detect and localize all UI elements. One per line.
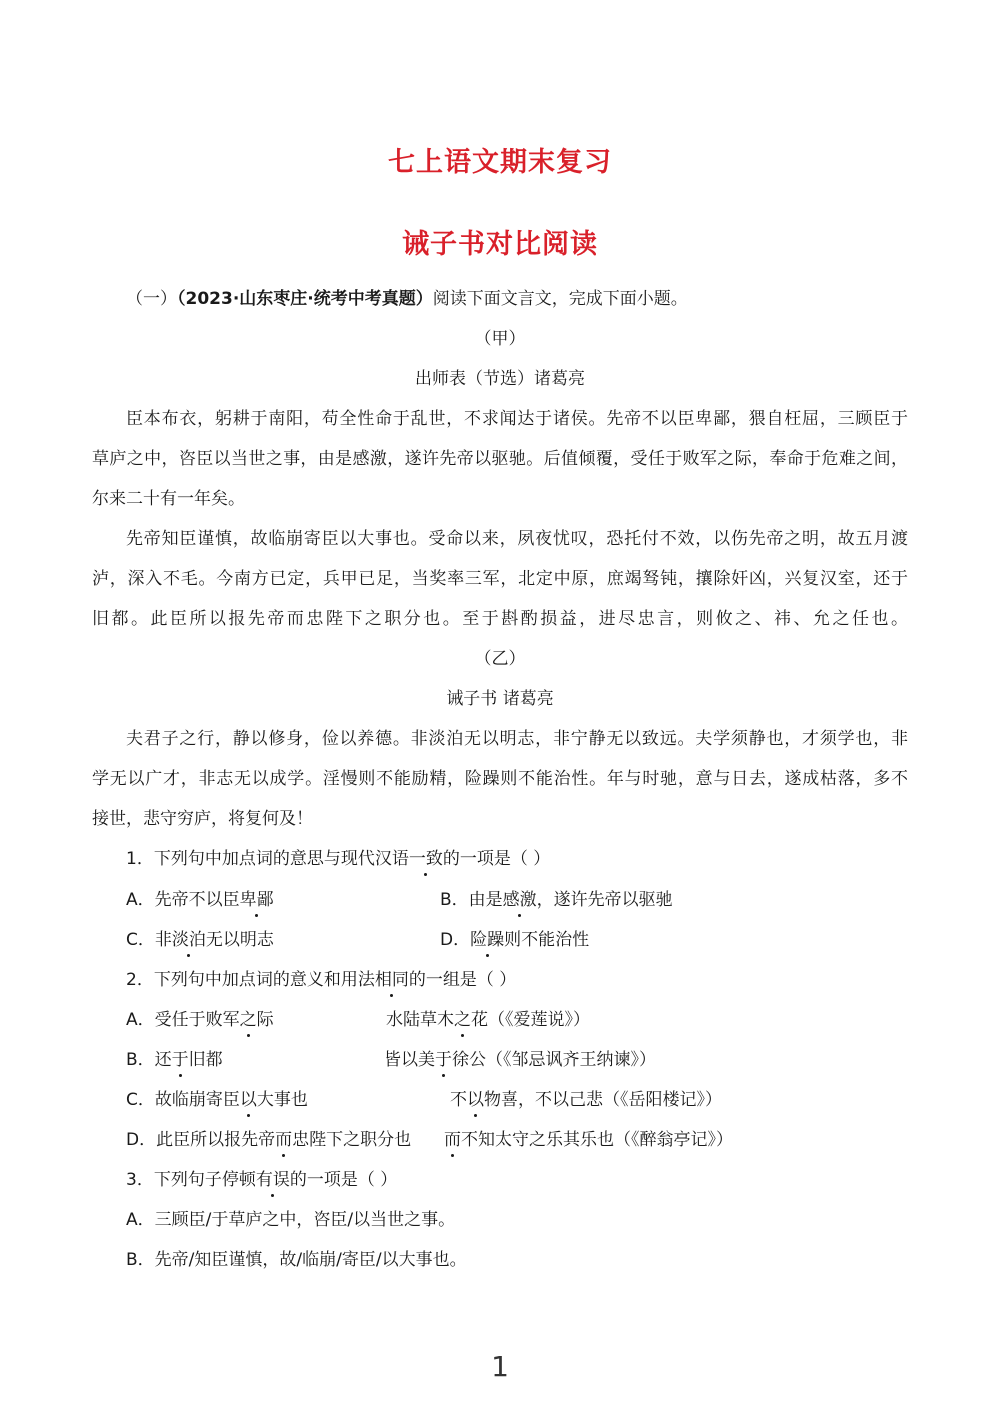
q3-option-b: B．先帝/知臣谨慎，故/临崩/寄臣/以大事也。 bbox=[126, 1250, 467, 1270]
emphasis-dot-word: 险躁 bbox=[470, 930, 505, 950]
yi-p1-line1: 夫君子之行，静以修身，俭以养德。非淡泊无以明志，非宁静无以致远。夫学须静也，才须学也，非 bbox=[126, 729, 908, 749]
jia-label: （甲） bbox=[474, 329, 526, 349]
q3-option-a: A．三顾臣/于草庐之中，咨臣/以当世之事。 bbox=[126, 1210, 456, 1230]
emphasis-dot-word: 而 bbox=[444, 1130, 461, 1150]
section-number: （一） bbox=[126, 289, 177, 309]
q2-option-a: A．受任于败军之际 bbox=[126, 1010, 274, 1030]
emphasis-dot-word: 而 bbox=[275, 1130, 293, 1150]
jia-title: 出师表（节选）诸葛亮 bbox=[415, 369, 585, 389]
q2-option-c: C．故临崩寄臣以大事也 bbox=[126, 1090, 308, 1110]
emphasis-dot-word: 于 bbox=[435, 1050, 452, 1070]
yi-title: 诫子书 诸葛亮 bbox=[446, 689, 554, 709]
emphasis-dot-word: 淡泊 bbox=[171, 930, 206, 950]
q2-option-b-compare: 皆以美于徐公（《邹忌讽齐王纳谏》） bbox=[384, 1050, 656, 1070]
q3-stem: 3．下列句子停顿有误的一项是（ ） bbox=[126, 1170, 398, 1190]
jia-p2-line2: 泸，深入不毛。今南方已定，兵甲已足，当奖率三军，北定中原，庶竭驽钝，攘除奸凶，兴复汉室，还于 bbox=[92, 569, 908, 589]
jia-p1-line3: 尔来二十有一年矣。 bbox=[92, 489, 245, 509]
emphasis-dot-word: 之 bbox=[454, 1010, 471, 1030]
q2-stem: 2．下列句中加点词的意义和用法相同的一组是（ ） bbox=[126, 970, 517, 990]
emphasis-dot-word: 卑鄙 bbox=[239, 890, 274, 910]
section-instruction: 阅读下面文言文，完成下面小题。 bbox=[432, 289, 688, 309]
emphasis-dot-word: 有误 bbox=[255, 1170, 290, 1190]
q2-option-c-compare: 不以物喜，不以己悲（《岳阳楼记》） bbox=[450, 1090, 722, 1110]
emphasis-dot-word: 之 bbox=[239, 1010, 257, 1030]
jia-p1-line1: 臣本布衣，躬耕于南阳，苟全性命于乱世，不求闻达于诸侯。先帝不以臣卑鄙，猥自枉屈，三顾臣于 bbox=[126, 409, 908, 429]
emphasis-dot-word: 于 bbox=[171, 1050, 189, 1070]
q2-option-a-compare: 水陆草木之花（《爱莲说》） bbox=[386, 1010, 590, 1030]
q1-stem: 1．下列句中加点词的意思与现代汉语一致的一项是（ ） bbox=[126, 849, 551, 869]
emphasis-dot-word: 相同 bbox=[374, 970, 409, 990]
q1-option-b: B．由是感激，遂许先帝以驱驰 bbox=[440, 890, 673, 910]
q2-option-d: D．此臣所以报先帝而忠陛下之职分也 bbox=[126, 1130, 412, 1150]
yi-p1-line3: 接世，悲守穷庐，将复何及！ bbox=[92, 809, 313, 829]
yi-label: （乙） bbox=[474, 649, 526, 669]
section-intro bbox=[126, 287, 688, 311]
q2-option-d-compare: 而不知太守之乐其乐也（《醉翁亭记》） bbox=[444, 1130, 733, 1150]
page-title: 七上语文期末复习 bbox=[388, 147, 612, 178]
emphasis-dot-word: 感激 bbox=[502, 890, 537, 910]
q1-option-c: C．非淡泊无以明志 bbox=[126, 930, 274, 950]
jia-p2-line1: 先帝知臣谨慎，故临崩寄臣以大事也。受命以来，夙夜忧叹，恐托付不效，以伤先帝之明，故五月渡 bbox=[126, 529, 908, 549]
jia-p1-line2: 草庐之中，咨臣以当世之事，由是感激，遂许先帝以驱驰。后值倾覆，受任于败军之际，奉命于危难之间， bbox=[92, 449, 908, 469]
q2-option-b: B．还于旧都 bbox=[126, 1050, 223, 1070]
jia-p2-line3: 旧都。此臣所以报先帝而忠陛下之职分也。至于斟酌损益，进尽忠言，则攸之、祎、允之任也。 bbox=[92, 609, 908, 629]
emphasis-dot-word: 以 bbox=[239, 1090, 257, 1110]
emphasis-dot-word: 以 bbox=[467, 1090, 484, 1110]
yi-p1-line2: 学无以广才，非志无以成学。淫慢则不能励精，险躁则不能治性。年与时驰，意与日去，遂成枯落，多不 bbox=[92, 769, 908, 789]
page-number: 1 bbox=[491, 1350, 509, 1383]
section-source: （2023·山东枣庄·统考中考真题） bbox=[177, 289, 433, 309]
page-subtitle: 诫子书对比阅读 bbox=[402, 229, 598, 260]
q1-option-d: D．险躁则不能治性 bbox=[440, 930, 590, 950]
emphasis-dot-word: 一致 bbox=[408, 849, 443, 869]
q1-option-a: A．先帝不以臣卑鄙 bbox=[126, 890, 274, 910]
